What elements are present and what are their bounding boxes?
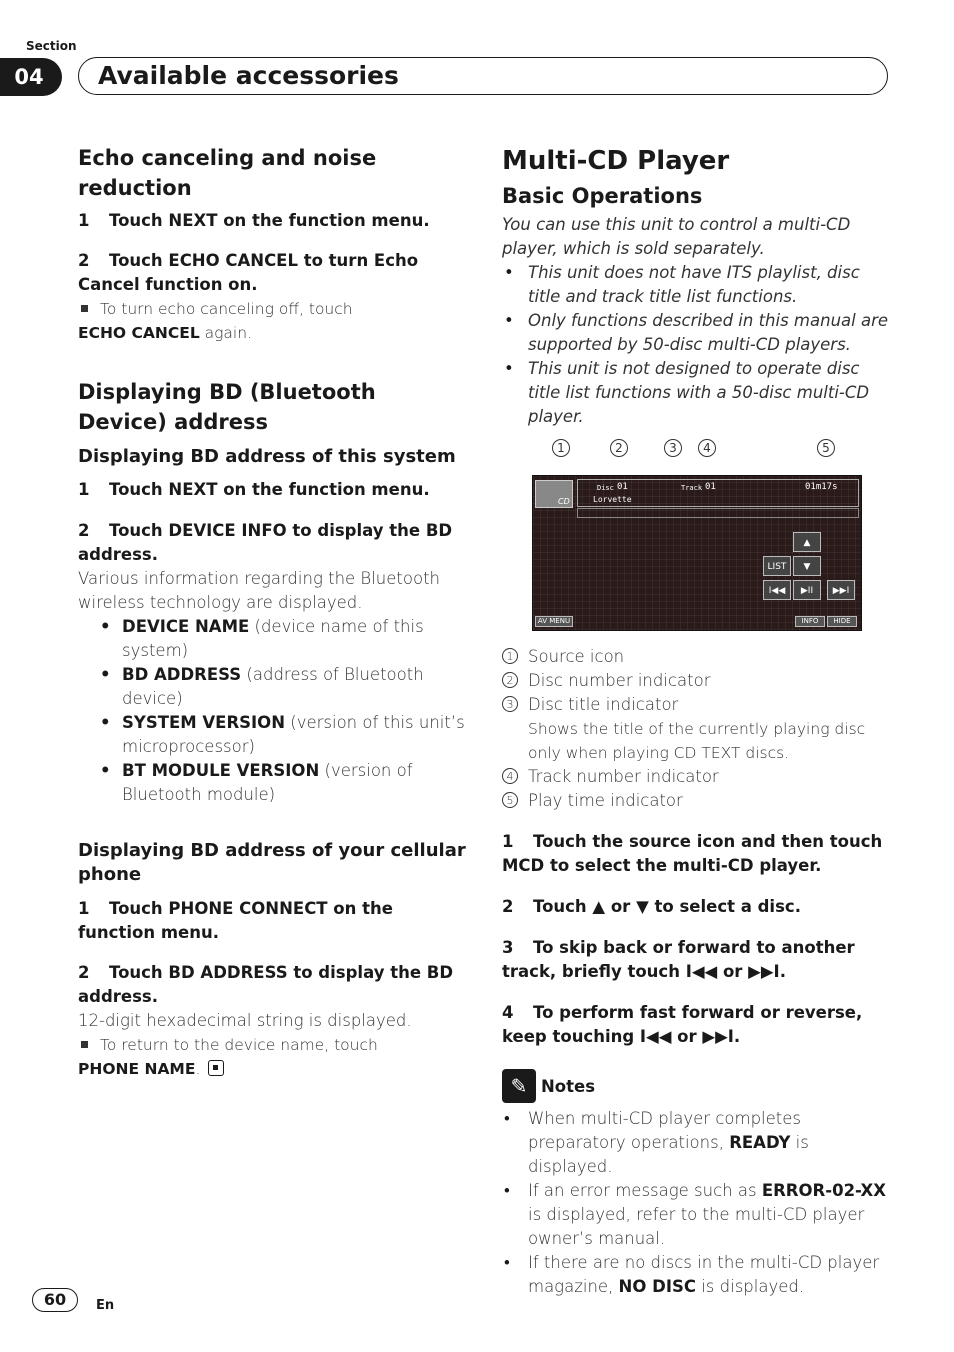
bullet-icon: • — [504, 1253, 510, 1272]
mcd-step-text: To skip back or forward to another track, briefly touch I◀◀ or ▶▶I. — [502, 938, 855, 981]
phone-note-bold: PHONE NAME — [78, 1060, 196, 1078]
legend-text: Disc number indicator — [528, 671, 711, 690]
square-bullet-icon — [81, 1041, 88, 1048]
note-pre: If there are no discs in the multi-CD player magazine, — [528, 1253, 880, 1296]
legend-text: Play time indicator — [528, 791, 683, 810]
legend-item — [502, 765, 894, 789]
mcd-step-text: Touch ▲ or ▼ to select a disc. — [533, 897, 801, 916]
legend-text: Track number indicator — [528, 767, 719, 786]
mcd-step-text: To perform fast forward or reverse, keep touching I◀◀ or ▶▶I. — [502, 1003, 863, 1046]
phone-note-text: To return to the device name, touch — [100, 1036, 378, 1054]
bullet-text: This unit is not designed to operate disc title list functions with a 50-disc multi-CD player. — [528, 359, 870, 426]
bd-step-1-text: Touch NEXT on the function menu. — [109, 480, 430, 499]
bullet-text: Only functions described in this manual are supported by 50-disc multi-CD players. — [528, 311, 889, 354]
item-text: (device name of this system) — [122, 617, 424, 660]
list-item — [502, 261, 894, 309]
bd-step-1 — [78, 478, 470, 502]
callout-5: 5 — [817, 439, 835, 457]
phone-note-tail: . — [195, 1060, 201, 1078]
bullet-icon: • — [100, 617, 111, 636]
legend-num: 2 — [502, 672, 518, 688]
echo-step-1-num: 1 — [78, 211, 90, 230]
bd-subheading-system: Displaying BD address of this system — [78, 446, 456, 467]
square-bullet-icon — [81, 305, 88, 312]
notes-title: Notes — [541, 1076, 596, 1096]
hide-button[interactable]: HIDE — [827, 616, 857, 627]
phone-step-2-num: 2 — [78, 963, 90, 982]
note-item — [502, 1251, 894, 1299]
item-bold: BT MODULE VERSION — [122, 761, 320, 780]
echo-note — [78, 297, 470, 345]
section-number: 04 — [0, 58, 62, 96]
callout-3: 3 — [664, 439, 682, 457]
mcd-step-num: 1 — [502, 832, 514, 851]
callout-2: 2 — [610, 439, 628, 457]
echo-note-tail: again. — [199, 324, 252, 342]
list-button[interactable]: LIST — [763, 556, 791, 576]
item-bold: DEVICE NAME — [122, 617, 250, 636]
notes-header — [502, 1069, 894, 1103]
phone-step-2 — [78, 961, 470, 1009]
next-track-button[interactable]: ▶▶I — [827, 580, 855, 600]
mcd-intro: You can use this unit to control a multi-CD player, which is sold separately. — [502, 215, 851, 258]
phone-step-1-num: 1 — [78, 899, 90, 918]
mcd-bullets — [502, 261, 894, 429]
play-time-indicator: 01m17s — [805, 482, 838, 492]
disc-number-indicator: 01 — [617, 482, 628, 492]
item-bold: BD ADDRESS — [122, 665, 242, 684]
callout-1: 1 — [552, 439, 570, 457]
legend-num: 4 — [502, 768, 518, 784]
bd-step-2-num: 2 — [78, 521, 90, 540]
notes-list — [502, 1107, 894, 1299]
av-menu-button[interactable]: AV MENU — [535, 616, 573, 627]
item-bold: SYSTEM VERSION — [122, 713, 286, 732]
item-text: (version of Bluetooth module) — [122, 761, 413, 804]
item-text: (version of this unit’s microprocessor) — [122, 713, 465, 756]
mcd-screen-diagram — [532, 475, 862, 631]
list-item — [78, 663, 470, 711]
left-column — [78, 143, 470, 1081]
note-item — [502, 1107, 894, 1179]
info-button[interactable]: INFO — [795, 616, 825, 627]
diagram-callouts — [502, 439, 894, 475]
echo-step-1 — [78, 209, 470, 233]
list-item — [78, 615, 470, 663]
bullet-icon: • — [100, 665, 111, 684]
right-column — [502, 143, 894, 1299]
legend-extra: Shows the title of the currently playing disc only when playing CD TEXT discs. — [528, 720, 866, 762]
phone-step-1 — [78, 897, 470, 945]
phone-note — [78, 1033, 470, 1081]
item-text: (address of Bluetooth device) — [122, 665, 424, 708]
legend-item — [502, 693, 894, 765]
mcd-step-4 — [502, 1001, 894, 1049]
bullet-icon: • — [504, 359, 514, 378]
echo-step-2-text: Touch ECHO CANCEL to turn Echo Cancel function on. — [78, 251, 419, 294]
disc-label: Disc — [597, 484, 614, 492]
list-item — [78, 759, 470, 807]
bullet-icon: • — [504, 263, 514, 282]
bullet-icon: • — [100, 761, 111, 780]
bullet-icon: • — [504, 311, 514, 330]
mcd-step-text: Touch the source icon and then touch MCD to select the multi-CD player. — [502, 832, 883, 875]
mcd-step-1 — [502, 830, 894, 878]
bullet-icon: • — [504, 1181, 510, 1200]
bd-heading: Displaying BD (Bluetooth Device) address — [78, 380, 376, 434]
bd-info-list — [78, 615, 470, 807]
legend-item — [502, 645, 894, 669]
list-item — [502, 357, 894, 429]
mcd-heading: Multi-CD Player — [502, 146, 730, 176]
echo-step-2-num: 2 — [78, 251, 90, 270]
track-number-indicator: 01 — [705, 482, 716, 492]
section-title: Available accessories — [98, 61, 399, 90]
screen-progress-line — [577, 508, 859, 518]
bd-step-1-num: 1 — [78, 480, 90, 499]
disc-up-button[interactable]: ▲ — [793, 532, 821, 552]
disc-title-indicator: Lorvette — [593, 495, 632, 504]
legend-item — [502, 669, 894, 693]
echo-note-bold: ECHO CANCEL — [78, 324, 200, 342]
prev-track-button[interactable]: I◀◀ — [763, 580, 791, 600]
note-item — [502, 1179, 894, 1251]
echo-step-1-text: Touch NEXT on the function menu. — [109, 211, 430, 230]
pencil-icon: ✎ — [502, 1069, 536, 1103]
bullet-icon: • — [100, 713, 111, 732]
legend-text: Source icon — [528, 647, 625, 666]
note-bold: ERROR-02-XX — [761, 1181, 886, 1200]
bd-step-2 — [78, 519, 470, 567]
echo-note-text: To turn echo canceling off, touch — [100, 300, 353, 318]
phone-step-1-text: Touch PHONE CONNECT on the function menu. — [78, 899, 393, 942]
bullet-text: This unit does not have ITS playlist, disc title and track title list functions. — [528, 263, 860, 306]
basic-ops-heading: Basic Operations — [502, 184, 703, 208]
note-post: is displayed, refer to the multi-CD player owner’s manual. — [528, 1205, 865, 1248]
play-pause-button[interactable]: ▶II — [793, 580, 821, 600]
echo-heading: Echo canceling and noise reduction — [78, 146, 377, 200]
list-item — [502, 309, 894, 357]
end-mark-icon — [208, 1060, 224, 1076]
mcd-step-3 — [502, 936, 894, 984]
phone-description: 12-digit hexadecimal string is displayed. — [78, 1011, 412, 1030]
legend-num: 3 — [502, 696, 518, 712]
diagram-legend — [502, 645, 894, 813]
note-post: is displayed. — [695, 1277, 805, 1296]
mcd-step-num: 3 — [502, 938, 514, 957]
phone-step-2-text: Touch BD ADDRESS to display the BD address. — [78, 963, 454, 1006]
echo-step-2 — [78, 249, 470, 297]
page-number: 60 — [32, 1288, 78, 1312]
callout-4: 4 — [698, 439, 716, 457]
note-post: is displayed. — [528, 1133, 809, 1176]
note-pre: If an error message such as — [528, 1181, 762, 1200]
note-bold: NO DISC — [618, 1277, 696, 1296]
note-bold: READY — [729, 1133, 791, 1152]
legend-num: 5 — [502, 792, 518, 808]
source-label: CD — [558, 497, 570, 506]
disc-down-button[interactable]: ▼ — [793, 556, 821, 576]
mcd-step-2 — [502, 895, 894, 919]
legend-text: Disc title indicator — [528, 695, 679, 714]
track-label: Track — [681, 484, 703, 492]
legend-item — [502, 789, 894, 813]
mcd-step-num: 2 — [502, 897, 514, 916]
mcd-step-num: 4 — [502, 1003, 514, 1022]
bd-description: Various information regarding the Bluetooth wireless technology are displayed. — [78, 569, 441, 612]
bd-step-2-text: Touch DEVICE INFO to display the BD address. — [78, 521, 453, 564]
bd-subheading-phone: Displaying BD address of your cellular phone — [78, 840, 466, 885]
language-label: En — [96, 1298, 115, 1313]
legend-num: 1 — [502, 648, 518, 664]
list-item — [78, 711, 470, 759]
bullet-icon: • — [504, 1109, 510, 1128]
note-pre: When multi-CD player completes preparatory operations, — [528, 1109, 801, 1152]
section-label: Section — [26, 39, 77, 53]
